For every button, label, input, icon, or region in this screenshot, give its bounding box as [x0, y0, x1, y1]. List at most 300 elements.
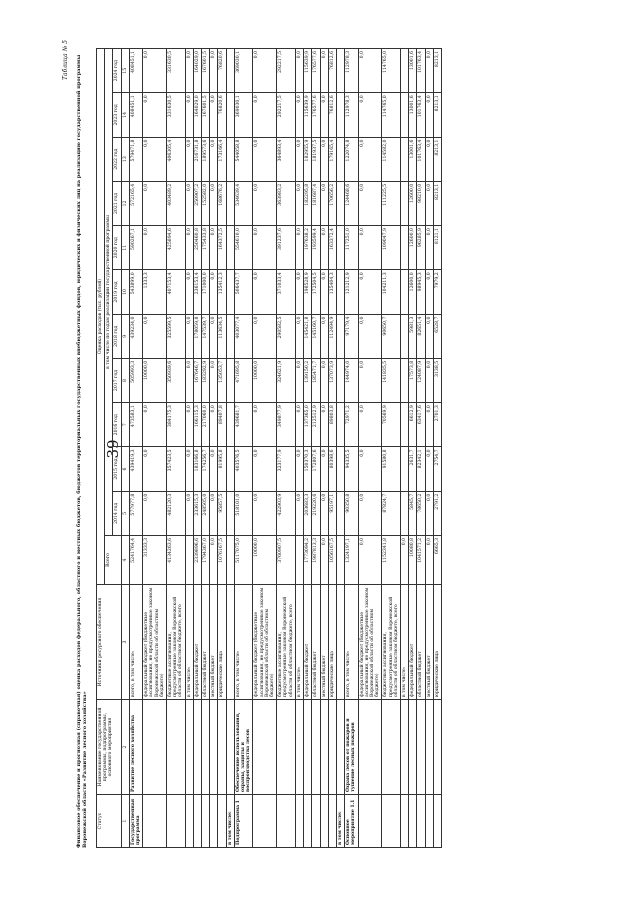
row-value: 439419,3 — [129, 446, 142, 490]
row-value: 5241764,4 — [129, 535, 142, 584]
row-value: 217060,0 — [202, 402, 210, 446]
column-number: 5 — [121, 491, 129, 535]
row-value: 0,0 — [185, 269, 193, 313]
table-row — [143, 48, 167, 847]
row-value — [400, 48, 408, 92]
row-value: 0,0 — [425, 92, 433, 136]
row-value: 115639,9 — [304, 92, 312, 136]
row-value — [400, 358, 408, 402]
row-value: 425894,6 — [167, 225, 186, 269]
row-value: 176577,6 — [312, 92, 320, 136]
row-source: местный бюджет — [425, 584, 433, 699]
row-name: Охрана лесов от пожаров и тушение лесных пожаров — [345, 699, 358, 794]
row-value: 164029,0 — [193, 48, 201, 92]
row-status — [277, 794, 296, 847]
row-status — [253, 794, 277, 847]
column-number: 2 — [121, 699, 129, 794]
row-source: федеральный бюджет — [193, 584, 201, 699]
header-year: 2024 год — [113, 48, 121, 92]
row-value: 182955,9 — [304, 137, 312, 181]
header-by-year: в том числе по годам реализации государственной программы — [105, 48, 113, 535]
row-value: 0,0 — [425, 402, 433, 446]
row-value: 13001,6 — [409, 48, 417, 92]
row-value: 0,0 — [295, 48, 303, 92]
row-value: 0,0 — [253, 181, 277, 225]
column-number: 12 — [121, 181, 129, 225]
row-source: в том числе: — [185, 584, 193, 699]
row-value — [226, 446, 234, 490]
row-status — [143, 794, 167, 847]
row-value: 0,0 — [253, 446, 277, 490]
row-value: 371033,4 — [277, 269, 296, 313]
row-value: 98210,0 — [417, 181, 425, 225]
row-value: 90350,8 — [345, 491, 358, 535]
row-value: 248505,0 — [202, 491, 210, 535]
row-value: 145160,7 — [312, 314, 320, 358]
row-value — [336, 358, 344, 402]
column-number: 14 — [121, 92, 129, 136]
row-value — [226, 314, 234, 358]
page-number: 39 — [104, 439, 122, 459]
row-value: 101763,4 — [417, 92, 425, 136]
row-value: 182295,8 — [304, 181, 312, 225]
row-name — [433, 699, 441, 794]
row-name — [320, 699, 328, 794]
row-name — [210, 699, 218, 794]
row-value: 0,0 — [358, 92, 382, 136]
row-value — [226, 535, 234, 584]
row-value: 0,0 — [295, 92, 303, 136]
row-name: Развитие лесного хозяйства — [129, 699, 142, 794]
row-value: 544058,8 — [234, 137, 253, 181]
column-number: 11 — [121, 225, 129, 269]
row-value: 403489,2 — [167, 181, 186, 225]
header-year: 2020 год — [113, 225, 121, 269]
row-value: 422903,9 — [277, 491, 296, 535]
table-row — [218, 48, 226, 847]
row-value: 189573,6 — [202, 137, 210, 181]
column-number: 9 — [121, 314, 129, 358]
row-value: 0,0 — [358, 314, 382, 358]
row-value: 1773094,2 — [304, 535, 312, 584]
row-name: Обеспечение использования, охраны, защиты и воспроизводства лесов — [234, 699, 253, 794]
row-value: 81995,8 — [218, 446, 226, 490]
row-status — [433, 794, 441, 847]
row-value: 331630,5 — [167, 48, 186, 92]
row-value: 0,0 — [425, 314, 433, 358]
row-value: 0,0 — [253, 92, 277, 136]
row-value: 0,0 — [358, 269, 382, 313]
row-value: 91580,8 — [382, 446, 401, 490]
row-value: 0,0 — [295, 402, 303, 446]
row-value: 363983,2 — [277, 181, 296, 225]
row-value: 471695,8 — [234, 358, 253, 402]
row-status — [304, 794, 312, 847]
row-value: 0,0 — [358, 358, 382, 402]
table-row — [304, 48, 312, 847]
row-value: 4134263,6 — [167, 535, 186, 584]
row-value: 168676,2 — [218, 181, 226, 225]
table-row — [226, 48, 234, 847]
row-value: 112978,3 — [345, 48, 358, 92]
row-value: 0,0 — [210, 491, 218, 535]
row-value — [336, 402, 344, 446]
row-value: 473583,1 — [129, 402, 142, 446]
row-value: 1152341,8 — [382, 535, 401, 584]
row-source: федеральный бюджет (бюджетные ассигнования, не предусмотренные законом Воронежской области об областном бюджете) — [253, 584, 277, 699]
row-value: 543899,0 — [129, 269, 142, 313]
row-value: 104211,3 — [382, 269, 401, 313]
row-value: 349877,9 — [277, 402, 296, 446]
row-source: всего, в том числе: — [345, 584, 358, 699]
row-value: 90650,7 — [382, 314, 401, 358]
row-status: Основное мероприятие 1.1 — [345, 794, 358, 847]
header-year: 2016 год — [113, 402, 121, 446]
header-year: 2017 год — [113, 358, 121, 402]
column-number: 7 — [121, 402, 129, 446]
row-value: 0,0 — [295, 358, 303, 402]
row-value: 135404,3 — [328, 269, 336, 313]
row-value: 0,0 — [425, 225, 433, 269]
row-status — [185, 794, 193, 847]
row-source: юридические лица — [218, 584, 226, 699]
row-value: 1324197,1 — [345, 535, 358, 584]
table-row — [277, 48, 296, 847]
row-value: 250907,2 — [193, 181, 201, 225]
table-body — [129, 48, 441, 847]
row-value: 0,0 — [143, 48, 167, 92]
row-value: 0,0 — [253, 269, 277, 313]
row-value: 572165,4 — [129, 181, 142, 225]
row-value: 0,0 — [185, 181, 193, 225]
row-value: 0,0 — [143, 92, 167, 136]
row-value: 137365,0 — [304, 402, 312, 446]
row-value: 0,0 — [185, 402, 193, 446]
row-value — [295, 535, 303, 584]
row-value: 0,0 — [320, 491, 328, 535]
row-value: 89407,8 — [218, 402, 226, 446]
row-value: 2339896,6 — [193, 535, 201, 584]
row-status — [328, 794, 336, 847]
row-value: 5845,7 — [409, 491, 417, 535]
table-row — [358, 48, 382, 847]
row-value: 0,0 — [143, 314, 167, 358]
row-value: 0,0 — [358, 535, 382, 584]
table-row — [409, 48, 417, 847]
row-name — [143, 699, 167, 794]
row-value: 6528,7 — [433, 314, 441, 358]
row-value: 147539,7 — [202, 314, 210, 358]
row-value: 70569,9 — [382, 402, 401, 446]
table-row — [345, 48, 358, 847]
row-value: 0,0 — [358, 402, 382, 446]
row-value — [226, 181, 234, 225]
row-value: 0,0 — [210, 137, 218, 181]
row-value: 179165,4 — [328, 137, 336, 181]
row-value: 0,0 — [143, 402, 167, 446]
row-value — [400, 181, 408, 225]
rotated-document — [60, 28, 580, 878]
row-value: 3138,5 — [433, 358, 441, 402]
row-value: 0,0 — [358, 181, 382, 225]
row-value: 76820,6 — [218, 92, 226, 136]
column-number: 15 — [121, 48, 129, 92]
row-name — [226, 699, 234, 794]
row-name — [167, 699, 186, 794]
row-value: 2754,7 — [433, 446, 441, 490]
row-value: 12600,0 — [409, 269, 417, 313]
row-value: 135053,7 — [218, 358, 226, 402]
row-value — [336, 535, 344, 584]
row-value: 124087,9 — [417, 358, 425, 402]
row-value: 6665,3 — [433, 535, 441, 584]
row-value: 167601,5 — [202, 48, 210, 92]
row-value: 0,0 — [425, 535, 433, 584]
table-row — [185, 48, 193, 847]
row-status — [210, 794, 218, 847]
row-value: 8213,1 — [433, 48, 441, 92]
row-name — [277, 699, 296, 794]
table-row — [382, 48, 401, 847]
row-value: 12600,0 — [409, 225, 417, 269]
row-value: 0,0 — [185, 225, 193, 269]
row-value: 250460,8 — [193, 225, 201, 269]
row-value: 0,0 — [295, 225, 303, 269]
row-value — [226, 269, 234, 313]
row-value: 233615,3 — [193, 491, 201, 535]
row-source: областной бюджет — [417, 584, 425, 699]
row-value: 0,0 — [143, 225, 167, 269]
row-source: областной бюджет — [312, 584, 320, 699]
row-value: 0,0 — [210, 446, 218, 490]
row-value: 403576,5 — [234, 446, 253, 490]
row-value: 0,0 — [320, 314, 328, 358]
header-year: 2018 год — [113, 314, 121, 358]
row-value: 0,0 — [425, 181, 433, 225]
row-value — [336, 225, 344, 269]
row-value: 145421,8 — [304, 314, 312, 358]
row-value: 0,0 — [320, 446, 328, 490]
row-value: 197638,2 — [304, 225, 312, 269]
header-total: Всего — [105, 535, 121, 584]
row-value: 96285,9 — [417, 225, 425, 269]
row-value — [400, 269, 408, 313]
row-value: 0,0 — [400, 535, 408, 584]
row-value: 0,0 — [210, 269, 218, 313]
row-value: 0,0 — [253, 137, 277, 181]
row-value: 577977,8 — [129, 491, 142, 535]
row-value: 171000,0 — [202, 269, 210, 313]
row-value: 0,0 — [210, 535, 218, 584]
row-value: 0,0 — [295, 446, 303, 490]
table-row — [328, 48, 336, 847]
row-value: 0,0 — [143, 137, 167, 181]
row-value: 0,0 — [253, 402, 277, 446]
row-value: 203683,3 — [304, 491, 312, 535]
row-value: 111225,5 — [382, 181, 401, 225]
row-value: 8121,1 — [433, 225, 441, 269]
table-row — [320, 48, 328, 847]
row-name — [304, 699, 312, 794]
row-value: 554610,0 — [234, 225, 253, 269]
row-value — [226, 358, 234, 402]
row-value: 124468,6 — [345, 181, 358, 225]
row-value: 114765,0 — [382, 92, 401, 136]
row-value: 181937,5 — [312, 137, 320, 181]
row-value: 10080,8 — [409, 535, 417, 584]
table-row — [253, 48, 277, 847]
row-value: 439681,7 — [234, 402, 253, 446]
row-value: 89803,8 — [328, 402, 336, 446]
row-value: 0,0 — [358, 48, 382, 92]
row-name — [382, 699, 401, 794]
header-status: Статус — [97, 794, 122, 847]
row-value: 0,0 — [253, 491, 277, 535]
row-status: в том числе: — [336, 794, 344, 847]
table-row — [129, 48, 142, 847]
row-value: 403077,4 — [234, 314, 253, 358]
row-value: 172504,5 — [312, 269, 320, 313]
row-value: 325599,5 — [167, 314, 186, 358]
row-value: 0,0 — [295, 137, 303, 181]
row-value — [226, 48, 234, 92]
row-value: 122074,8 — [345, 137, 358, 181]
row-value: 0,0 — [185, 358, 193, 402]
table-row — [193, 48, 201, 847]
row-source: всего, в том числе: — [234, 584, 253, 699]
row-value: 82342,1 — [417, 446, 425, 490]
row-value: 6612,9 — [409, 402, 417, 446]
table-row — [295, 48, 303, 847]
row-source: в том числе: — [295, 584, 303, 699]
row-value: 482120,3 — [167, 491, 186, 535]
row-value — [336, 181, 344, 225]
row-status — [320, 794, 328, 847]
row-value: 505993,3 — [129, 358, 142, 402]
row-value: 391237,6 — [277, 225, 296, 269]
row-value: 0,0 — [320, 225, 328, 269]
row-value: 174256,7 — [202, 446, 210, 490]
row-value: 13001,6 — [409, 137, 417, 181]
row-value: 236153,4 — [193, 269, 201, 313]
row-status — [382, 794, 401, 847]
column-number: 4 — [121, 535, 129, 584]
row-value: 76812,6 — [328, 92, 336, 136]
row-value: 193599,4 — [312, 225, 320, 269]
row-value: 0,0 — [185, 137, 193, 181]
header-year: 2022 год — [113, 137, 121, 181]
row-value: 181687,4 — [312, 181, 320, 225]
row-status — [358, 794, 382, 847]
row-status: в том числе: — [226, 794, 234, 847]
row-value: 0,0 — [295, 269, 303, 313]
row-value: 0,0 — [185, 446, 193, 490]
row-value: 76820,6 — [218, 48, 226, 92]
row-value: 0,0 — [210, 314, 218, 358]
row-source: юридические лица — [328, 584, 336, 699]
row-value: 0,0 — [358, 446, 382, 490]
row-value: 0,0 — [210, 181, 218, 225]
row-source: федеральный бюджет (бюджетные ассигнования, не предусмотренные законом Воронежской области об областном бюджете) — [358, 584, 382, 699]
row-value: 0,0 — [425, 491, 433, 535]
row-value: 1333,3 — [143, 269, 167, 313]
row-value: 101763,4 — [417, 137, 425, 181]
row-value: 350939,6 — [167, 358, 186, 402]
row-source: бюджетные ассигнования, предусмотренные законом Воронежской области об областном бюджете, всего — [167, 584, 186, 699]
row-value: 384175,3 — [167, 402, 186, 446]
row-value: 144974,0 — [345, 358, 358, 402]
row-value: 135412,3 — [218, 269, 226, 313]
row-name — [358, 699, 382, 794]
row-value: 117251,0 — [345, 225, 358, 269]
row-name — [312, 699, 320, 794]
row-value: 369030,1 — [234, 92, 253, 136]
row-value: 357423,5 — [167, 446, 186, 490]
row-value: 76812,6 — [328, 48, 336, 92]
row-value — [400, 92, 408, 136]
row-value: 10000,0 — [143, 358, 167, 402]
row-source: местный бюджет — [320, 584, 328, 699]
column-number: 3 — [121, 584, 129, 699]
row-value: 0,0 — [358, 491, 382, 535]
header-name: Наименование государственной программы, подпрограммы, основного мероприятия — [97, 699, 122, 794]
row-value: 1041571,2 — [417, 535, 425, 584]
row-value: 78650,2 — [417, 491, 425, 535]
row-value: 178059,8 — [193, 314, 201, 358]
row-source — [336, 584, 344, 699]
column-number: 1 — [121, 794, 129, 847]
header-year: 2014 год — [113, 491, 121, 535]
row-value: 170656,2 — [328, 181, 336, 225]
row-value: 331630,5 — [167, 92, 186, 136]
row-value: 0,0 — [210, 402, 218, 446]
row-value: 82651,4 — [417, 314, 425, 358]
row-status — [409, 794, 417, 847]
row-value: 1987813,3 — [312, 535, 320, 584]
row-value: 506437,7 — [234, 269, 253, 313]
row-name — [417, 699, 425, 794]
row-value: 0,0 — [210, 225, 218, 269]
row-value — [400, 446, 408, 490]
row-value: 0,0 — [253, 314, 277, 358]
row-value: 63417,6 — [417, 402, 425, 446]
row-name — [336, 699, 344, 794]
row-value: 579471,8 — [129, 137, 142, 181]
row-value: 0,0 — [425, 358, 433, 402]
header-year: 2023 год — [113, 92, 121, 136]
row-value: 0,0 — [320, 48, 328, 92]
row-value: 12600,0 — [409, 181, 417, 225]
table-row — [234, 48, 253, 847]
row-value: 0,0 — [185, 48, 193, 92]
row-value: 0,0 — [425, 446, 433, 490]
row-source: местный бюджет — [210, 584, 218, 699]
row-name — [425, 699, 433, 794]
row-value — [226, 402, 234, 446]
row-value: 324621,9 — [277, 358, 296, 402]
row-value: 112494,9 — [328, 314, 336, 358]
table-number: Таблица № 5 — [62, 39, 69, 80]
row-value: 0,0 — [295, 181, 303, 225]
row-value: 1794367,0 — [202, 535, 210, 584]
row-value: 0,0 — [358, 137, 382, 181]
row-value: 1076167,5 — [218, 535, 226, 584]
row-status — [425, 794, 433, 847]
row-value: 101763,4 — [417, 48, 425, 92]
column-number: 8 — [121, 358, 129, 402]
header-year: 2021 год — [113, 181, 121, 225]
row-status — [218, 794, 226, 847]
